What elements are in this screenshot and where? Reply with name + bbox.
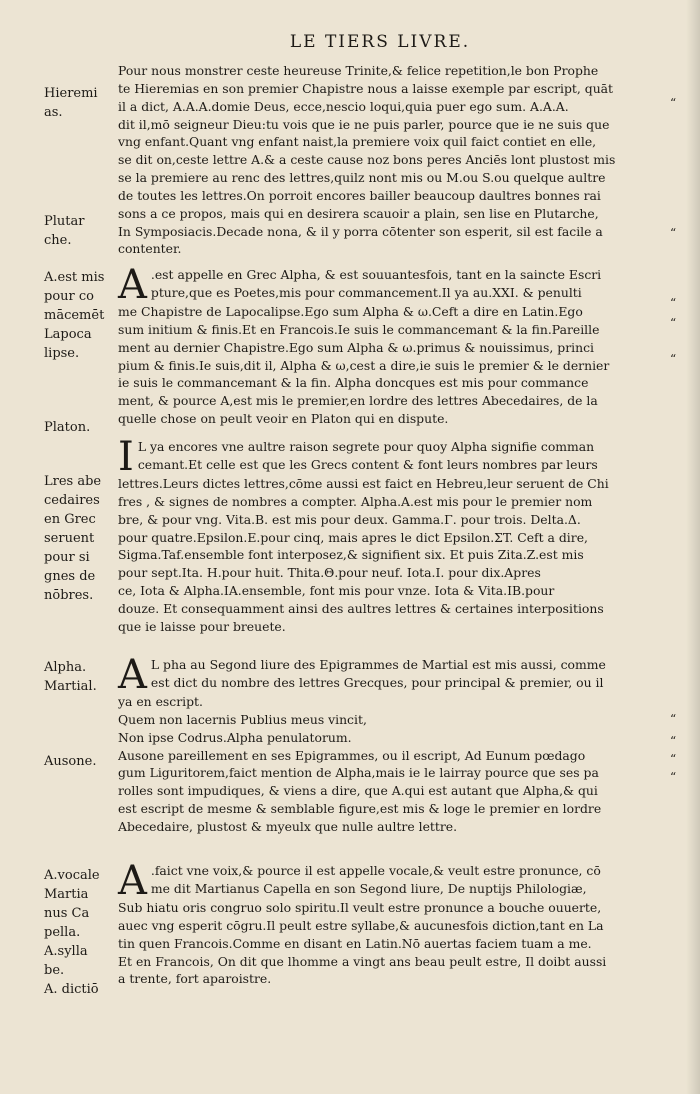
initial-letter: I (118, 434, 134, 480)
paragraph-martial (118, 652, 668, 836)
text-line: pour sept.Ita. H.pour huit. Thita.Θ.pour neuf. Iota.I. pour dix.Apres (118, 565, 541, 581)
page-edge-shadow (686, 0, 700, 1094)
text-line: contenter. (118, 241, 182, 257)
guillemet-mark: “ (670, 752, 677, 766)
margin-note-a-vocale: A.vocale Martia nus Ca pella. A.sylla be. A. dictiō (44, 868, 100, 997)
text-line: pium & finis.Ie suis,dit il, Alpha & ω,cest a dire,ie suis le premier & le dernier (118, 357, 610, 373)
text-line: fres , & signes de nombres a compter. Alpha.A.est mis pour le premier nom (118, 493, 593, 509)
text-line: quelle chose on peult veoir en Platon qui en dispute. (118, 411, 449, 427)
text-line: vng enfant.Quant vng enfant naist,la premiere voix quil faict contiet en elle, (118, 134, 597, 150)
text-line: .faict vne voix,& pource il est appelle vocale,& veult estre pronunce, cō (150, 863, 601, 878)
text-line: a trente, fort aparoistre. (118, 971, 272, 987)
text-line: douze. Et consequamment ainsi des aultres lettres & certaines interpositions (118, 600, 604, 616)
text-line: ie suis le commancemant & la fin. Alpha doncques est mis pour commance (118, 375, 589, 391)
text-line: Sub hiatu oris congruo solo spiritu.Il veult estre pronunce a bouche ouuerte, (118, 900, 602, 915)
text-line: Pour nous monstrer ceste heureuse Trinite,& felice repetition,le bon Prophe (118, 63, 599, 78)
text-line: ment, & pource A,est mis le premier,en lordre des lettres Abecedaires, de la (118, 393, 598, 409)
paragraph-vocale (118, 858, 668, 988)
guillemet-mark: “ (670, 96, 677, 110)
text-line: que ie laisse pour breuete. (118, 618, 286, 634)
text-line: sum initium & finis.Et en Francois.Ie suis le commancemant & la fin.Pareille (118, 321, 600, 337)
text-line: Ausone pareillement en ses Epigrammes, ou il escript, Ad Eunum pœdago (118, 747, 586, 763)
margin-note-ausone: Ausone. (44, 754, 97, 769)
margin-note-lres-abecedaires: Lres abe cedaires en Grec seruent pour si gnes de nōbres. (44, 474, 102, 603)
text-line: lettres.Leurs dictes lettres,cōme aussi est faict en Hebreu,leur seruent de Chi (118, 476, 609, 491)
text-line: me Chapistre de Lapocalipse.Ego sum Alpha & ω.Ceft a dire en Latin.Ego (118, 304, 583, 319)
text-line: me dit Martianus Capella en son Segond liure, De nuptijs Philologiæ, (150, 880, 587, 896)
margin-note-platon: Platon. (44, 420, 91, 435)
text-line: Sigma.Taf.ensemble font interposez,& signifient six. Et puis Zita.Z.est mis (118, 547, 584, 563)
text-line: Et en Francois, On dit que lhomme a vingt ans beau peult estre, Il doibt aussi (118, 953, 607, 969)
text-line: il a dict, A.A.A.domie Deus, ecce,nescio loqui,quia puer ego sum. A.A.A. (118, 98, 569, 114)
quote-line: Non ipse Codrus.Alpha penulatorum. (118, 729, 352, 745)
quote-line: Quem non lacernis Publius meus vincit, (118, 711, 367, 727)
text-line: ce, Iota & Alpha.IA.ensemble, font mis pour vnze. Iota & Vita.IB.pour (118, 583, 555, 599)
text-line: In Symposiacis.Decade nona, & il y porra cōtenter son esperit, sil est facile a (118, 223, 603, 239)
text-line: auec vng esperit cōgru.Il peult estre syllabe,& aucunesfois diction,tant en La (118, 917, 604, 933)
guillemet-mark: “ (670, 226, 677, 240)
text-line: se dit on,ceste lettre A.& a ceste cause noz bons peres Anciēs lont plustost mis (118, 152, 616, 168)
initial-letter: A (118, 858, 147, 904)
text-line: cemant.Et celle est que les Grecs content & font leurs nombres par leurs (137, 456, 598, 472)
text-line: bre, & pour vng. Vita.B. est mis pour deux. Gamma.Γ. pour trois. Delta.Δ. (118, 511, 581, 527)
text-line: gum Liguritorem,faict mention de Alpha,mais ie le lairray pource que ses pa (118, 765, 599, 781)
text-line: ment au dernier Chapistre.Ego sum Alpha & ω.primus & nouissimus, princi (118, 339, 594, 355)
text-line: sons a ce propos, mais qui en desirera scauoir a plain, sen lise en Plutarche, (118, 205, 599, 221)
text-line: Abecedaire, plustost & myeulx que nulle aultre lettre. (118, 818, 458, 834)
text-line: pture,que es Poetes,mis pour commancement.Il ya au.XXI. & penulti (150, 284, 582, 300)
text-line: est dict du nombre des lettres Grecques, pour principal & premier, ou il (150, 674, 604, 690)
text-line: L pha au Segond liure des Epigrammes de Martial est mis aussi, comme (150, 657, 606, 672)
guillemet-mark: “ (670, 316, 677, 330)
running-head: LE TIERS LIVRE. (289, 32, 471, 52)
initial-letter: A (118, 262, 147, 308)
paragraph-grecs-nombres (118, 434, 668, 636)
paragraph-trinite (118, 62, 668, 258)
text-line: ya en escript. (118, 694, 203, 709)
text-line: se la premiere au renc des lettres,quilz nont mis ou M.ou S.ou quelque aultre (118, 170, 606, 186)
text-line: pour quatre.Epsilon.E.pour cinq, mais apres le dict Epsilon.ΣT. Ceft a dire, (118, 529, 588, 545)
margin-note-a-est-mis: A.est mis pour co mācemēt Lapoca lipse. (44, 270, 105, 361)
guillemet-mark: “ (670, 296, 677, 310)
text-line: rolles sont impudiques, & viens a dire, que A.qui est autant que Alpha,& qui (118, 783, 598, 799)
margin-note-plutarche: Plutar che. (44, 214, 85, 248)
text-line: tin quen Francois.Comme en disant en Latin.Nō auertas faciem tuam a me. (118, 935, 592, 951)
text-line: de toutes les lettres.On porroit encores bailler beaucoup daultres bonnes rai (118, 187, 601, 203)
paragraph-alpha-grec (118, 262, 668, 428)
text-line: est escript de mesme & semblable figure,est mis & loge le premier en lordre (118, 801, 602, 817)
guillemet-mark: “ (670, 770, 677, 784)
margin-note-hieremias: Hieremi as. (44, 86, 98, 120)
text-line: .est appelle en Grec Alpha, & est souuantesfois, tant en la saincte Escri (150, 267, 602, 282)
initial-letter: A (118, 652, 147, 698)
text-line: dit il,mō seigneur Dieu:tu vois que ie ne puis parler, pource que ie ne suis que (118, 116, 610, 132)
guillemet-mark: “ (670, 712, 677, 726)
text-line: L ya encores vne aultre raison segrete pour quoy Alpha signifie comman (137, 439, 595, 454)
guillemet-mark: “ (670, 734, 677, 748)
margin-note-alpha-martial: Alpha. Martial. (44, 660, 97, 694)
guillemet-mark: “ (670, 352, 677, 366)
text-line: te Hieremias en son premier Chapistre nous a laisse exemple par escript, quāt (118, 80, 614, 96)
